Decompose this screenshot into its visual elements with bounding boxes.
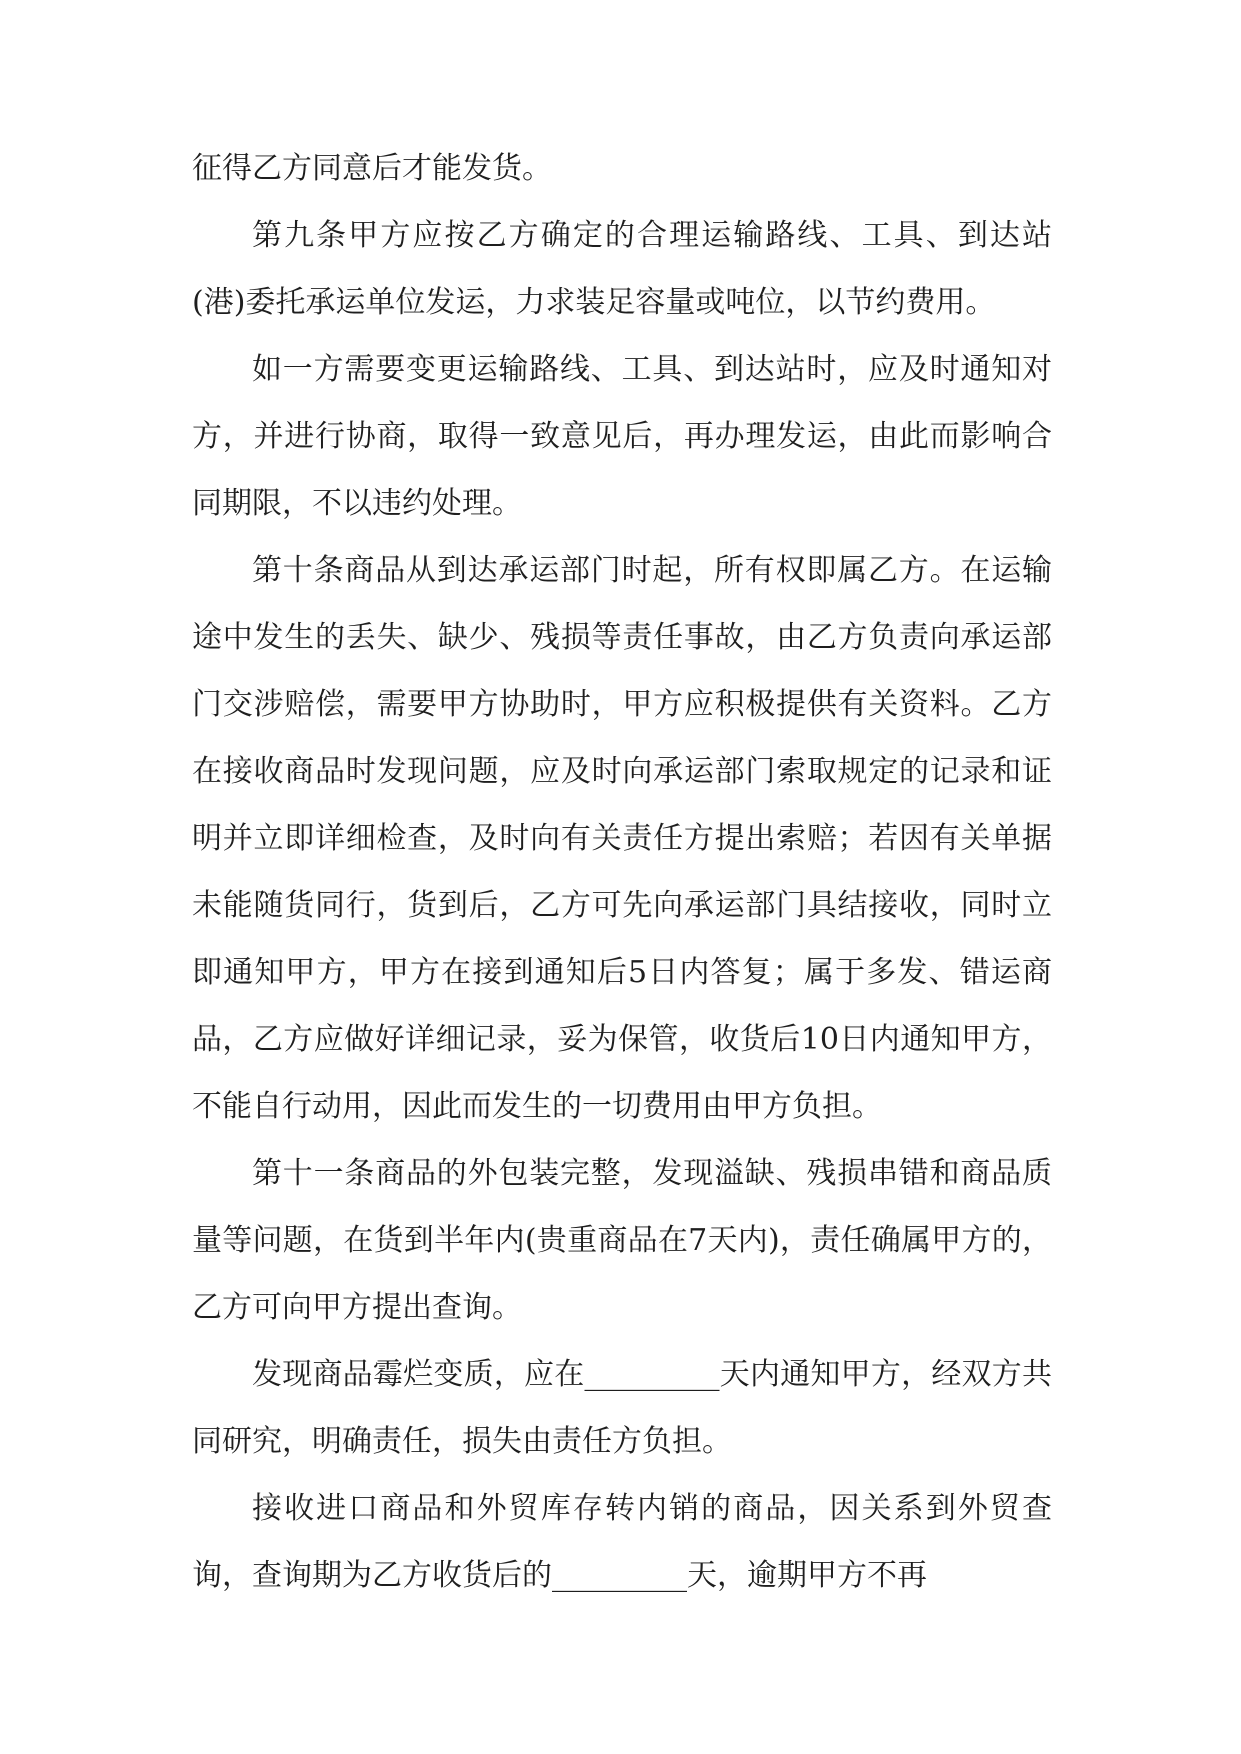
document-page [192,135,1052,1609]
paragraph-article-9: 第九条甲方应按乙方确定的合理运输路线、工具、到达站(港)委托承运单位发运，力求装足容量或吨位，以节约费用。 [192,218,1052,320]
paragraph-imported-goods: 接收进口商品和外贸库存转内销的商品，因关系到外贸查询，查询期为乙方收货后的_________天，逾期甲方不再 [192,1491,1052,1593]
paragraph-continuation: 征得乙方同意后才能发货。 [192,151,552,186]
paragraph-article-10: 第十条商品从到达承运部门时起，所有权即属乙方。在运输途中发生的丢失、缺少、残损等责任事故，由乙方负责向承运部门交涉赔偿，需要甲方协助时，甲方应积极提供有关资料。乙方在接收商品时发现问题，应及时向承运部门索取规定的记录和证明并立即详细检查，及时向有关责任方提出索赔；若因有关单据未能随货同行，货到后，乙方可先向承运部门具结接收，同时立即通知甲方，甲方在接到通知后5日内答复；属于多发、错运商品，乙方应做好详细记录，妥为保管，收货后10日内通知甲方，不能自行动用，因此而发生的一切费用由甲方负担。 [192,553,1052,1124]
paragraph-spoilage: 发现商品霉烂变质，应在_________天内通知甲方，经双方共同研究，明确责任，损失由责任方负担。 [192,1357,1052,1459]
paragraph-route-change: 如一方需要变更运输路线、工具、到达站时，应及时通知对方，并进行协商，取得一致意见后，再办理发运，由此而影响合同期限，不以违约处理。 [192,352,1052,521]
paragraph-article-11: 第十一条商品的外包装完整，发现溢缺、残损串错和商品质量等问题，在货到半年内(贵重商品在7天内)，责任确属甲方的，乙方可向甲方提出查询。 [192,1156,1052,1325]
